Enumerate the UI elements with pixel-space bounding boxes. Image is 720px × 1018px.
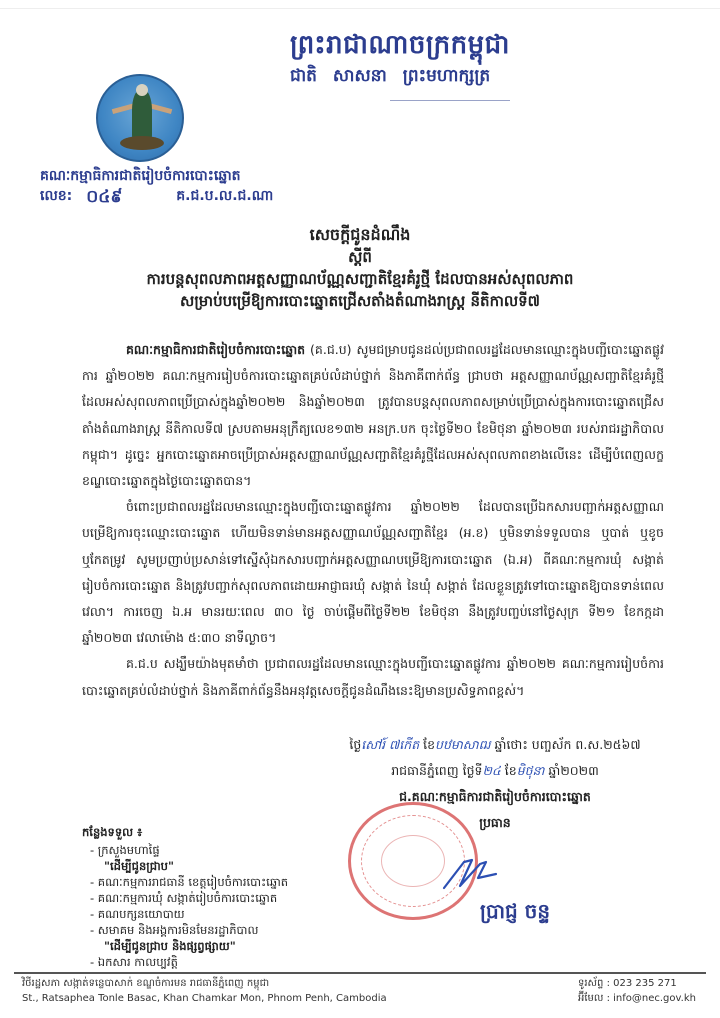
- notice-body: [82, 337, 664, 704]
- recipient-item: - សមាគម និងអង្គការមិនមែនរដ្ឋាភិបាល: [90, 923, 259, 937]
- title-subject-1: ការបន្តសុពលភាពអត្តសញ្ញាណប័ណ្ណសញ្ជាតិខ្មែរគំរូថ្មី ដែលបានអស់សុពលភាព: [146, 270, 574, 288]
- recipient-item: - ក្រសួងមហាផ្ទៃ: [90, 843, 160, 857]
- lunar-date: ថ្ងៃសៅរ៍ ៧កើត ខែបឋមាសាឍ ឆ្នាំថោះ បញ្ចស័ក ព.ស.២៥៦៧: [349, 737, 641, 752]
- title-regarding: ស្តីពី: [348, 248, 372, 266]
- email-address: អ៊ីមែល : info@nec.gov.kh: [578, 993, 696, 1004]
- footer-address: [22, 976, 387, 1006]
- paragraph-1-text: (គ.ជ.ប) សូមជម្រាបជូនដល់ប្រជាពលរដ្ឋដែលមានឈ្មោះក្នុងបញ្ជីបោះឆ្នោតផ្លូវការ ឆ្នាំ២០២២ គណៈកម្មការរៀបចំការបោះឆ្នោតគ្រប់លំដាប់ថ្នាក់ និងភាគីពាក់ព័ន្ធ ជ្រាបថា អត្តសញ្ញាណប័ណ្ណសញ្ជាតិខ្មែរគំរូថ្មី ដែលអស់សុពលភាពប្រើប្រាស់ក្នុងឆ្នាំ២០២២ និងឆ្នាំ២០២៣ ត្រូវបានបន្តសុពលភាពសម្រាប់ប្រើប្រាស់ក្នុងការបោះឆ្នោតជ្រើសតាំងតំណាងរាស្ត្រ នីតិកាលទី៧ ស្របតាមអនុក្រឹត្យលេខ១៣២ អនក្រ.បក ចុះថ្ងៃទី២០ ខែមិថុនា ឆ្នាំ២០២៣ របស់រាជរដ្ឋាភិបាលកម្ពុជា។ ដូច្នេះ អ្នកបោះឆ្នោតអាចប្រើប្រាស់អត្តសញ្ញាណប័ណ្ណសញ្ជាតិខ្មែរគំរូថ្មីដែលអស់សុពលភាពខាងលើនេះ ដើម្បីបំពេញលក្ខខណ្ឌបោះឆ្នោតក្នុងថ្ងៃបោះឆ្នោតបាន។: [82, 342, 664, 489]
- recipient-item: - គណបក្សនយោបាយ: [90, 907, 185, 921]
- issuing-organization: គណៈកម្មាធិការជាតិរៀបចំការបោះឆ្នោត: [40, 168, 241, 184]
- recipients-heading: កន្លែងទទួល ៖: [82, 825, 143, 839]
- recipient-note: "ដើម្បីជូនជ្រាប": [104, 859, 174, 873]
- top-edge-line: [0, 8, 720, 9]
- recipient-item: - ឯកសារ កាលប្បវត្តិ: [90, 955, 178, 969]
- ref-number: ០៤៩: [86, 187, 123, 207]
- footer-contact: [578, 976, 696, 1006]
- ref-code: គ.ជ.ប.ល.ជ.ណា: [176, 188, 274, 204]
- title-subject-2: សម្រាប់បម្រើឱ្យការបោះឆ្នោតជ្រើសតាំងតំណាងរាស្ត្រ នីតិកាលទី៧: [180, 292, 540, 310]
- recipient-note: "ដើម្បីជូនជ្រាប និងផ្សព្វផ្សាយ": [104, 939, 236, 953]
- recipient-item: - គណៈកម្មការរាជធានី ខេត្តរៀបចំការបោះឆ្នោត: [90, 875, 289, 889]
- address-khmer: វិថីរដ្ឋសភា សង្កាត់ទន្លេបាសាក់ ខណ្ឌចំការមន រាជធានីភ្នំពេញ កម្ពុជា: [22, 978, 270, 989]
- solar-date: រាជធានីភ្នំពេញ ថ្ងៃទី២៤ ខែមិថុនា ឆ្នាំ២០២៣: [391, 763, 599, 778]
- recipient-item: - គណៈកម្មការឃុំ សង្កាត់រៀបចំការបោះឆ្នោត: [90, 891, 278, 905]
- ref-label: លេខ:: [40, 188, 73, 204]
- kingdom-header: [290, 28, 650, 104]
- national-motto: ជាតិ សាសនា ព្រះមហាក្សត្រ: [290, 66, 491, 86]
- address-english: St., Ratsaphea Tonle Basac, Khan Chamkar Mon, Phnom Penh, Cambodia: [22, 993, 387, 1004]
- date-signature-block: [290, 732, 700, 836]
- paragraph-3: គ.ជ.ប សង្ឃឹមយ៉ាងមុតមាំថា ប្រជាពលរដ្ឋដែលមានឈ្មោះក្នុងបញ្ជីបោះឆ្នោតផ្លូវការ ឆ្នាំ២០២២ គណៈកម្មការរៀបចំការបោះឆ្នោតគ្រប់លំដាប់ថ្នាក់ និងភាគីពាក់ព័ន្ធនឹងអនុវត្តសេចក្តីជូនដំណឹងនេះឱ្យមានប្រសិទ្ធភាពខ្ពស់។: [82, 656, 664, 698]
- handwritten-solar-day: ២៤: [482, 763, 501, 778]
- signature-icon: [440, 856, 500, 892]
- paragraph-2: ចំពោះប្រជាពលរដ្ឋដែលមានឈ្មោះក្នុងបញ្ជីបោះឆ្នោតផ្លូវការ ឆ្នាំ២០២២ ដែលបានប្រើឯកសារបញ្ជាក់អត្តសញ្ញាណបម្រើឱ្យការចុះឈ្មោះបោះឆ្នោត ហើយមិនទាន់មានអត្តសញ្ញាណប័ណ្ណសញ្ជាតិខ្មែរ (អ.ខ) ឬមិនទាន់ទទួលបាន ឬបាត់ ឬខូច ឬកែតម្រូវ សូមប្រញាប់ប្រសាន់ទៅស្នើសុំឯកសារបញ្ជាក់អត្តសញ្ញាណបម្រើឱ្យការបោះឆ្នោត (ឯ.អ) ពីគណៈកម្មការឃុំ សង្កាត់រៀបចំការបោះឆ្នោត និងត្រូវបញ្ជាក់សុពលភាពដោយអាជ្ញាធរឃុំ សង្កាត់ នៃឃុំ សង្កាត់ ដែលខ្លួនត្រូវទៅបោះឆ្នោតឱ្យបានទាន់ពេលវេលា។ ការចេញ ឯ.អ មានរយៈពេល ៣០ ថ្ងៃ ចាប់ផ្តើមពីថ្ងៃទី២២ ខែមិថុនា នឹងត្រូវបញ្ចប់នៅថ្ងៃសុក្រ ទី២១ ខែកក្កដា ឆ្នាំ២០២៣ វេលាម៉ោង ៥:៣០ នាទីល្ងាច។: [82, 499, 664, 646]
- reference-number: [40, 186, 273, 211]
- phone-number: ទូរស័ព្ទ : 023 235 271: [578, 978, 677, 989]
- paragraph-1: [82, 337, 664, 494]
- handwritten-lunar-month: បឋមាសាឍ: [435, 737, 491, 752]
- paragraph-1-lead: គណៈកម្មាធិការជាតិរៀបចំការបោះឆ្នោត: [126, 342, 306, 357]
- title-notice: សេចក្តីជូនដំណឹង: [309, 225, 411, 244]
- signing-title: ប្រធាន: [479, 815, 511, 830]
- handwritten-lunar-day: សៅរ៍ ៧កើត: [361, 737, 420, 752]
- handwritten-solar-month: មិថុនា: [516, 763, 545, 778]
- kingdom-title: ព្រះរាជាណាចក្រកម្ពុជា: [290, 30, 510, 60]
- signing-organization: ជ.គណៈកម្មាធិការជាតិរៀបចំការបោះឆ្នោត: [399, 789, 591, 804]
- notice-title: [60, 224, 660, 312]
- recipients-list: [82, 824, 352, 970]
- nec-logo-icon: [96, 74, 184, 162]
- ornament-divider: [390, 96, 510, 104]
- signer-name: ប្រាជ្ញ ចន្ទ: [480, 899, 551, 923]
- footer-divider: [14, 972, 706, 974]
